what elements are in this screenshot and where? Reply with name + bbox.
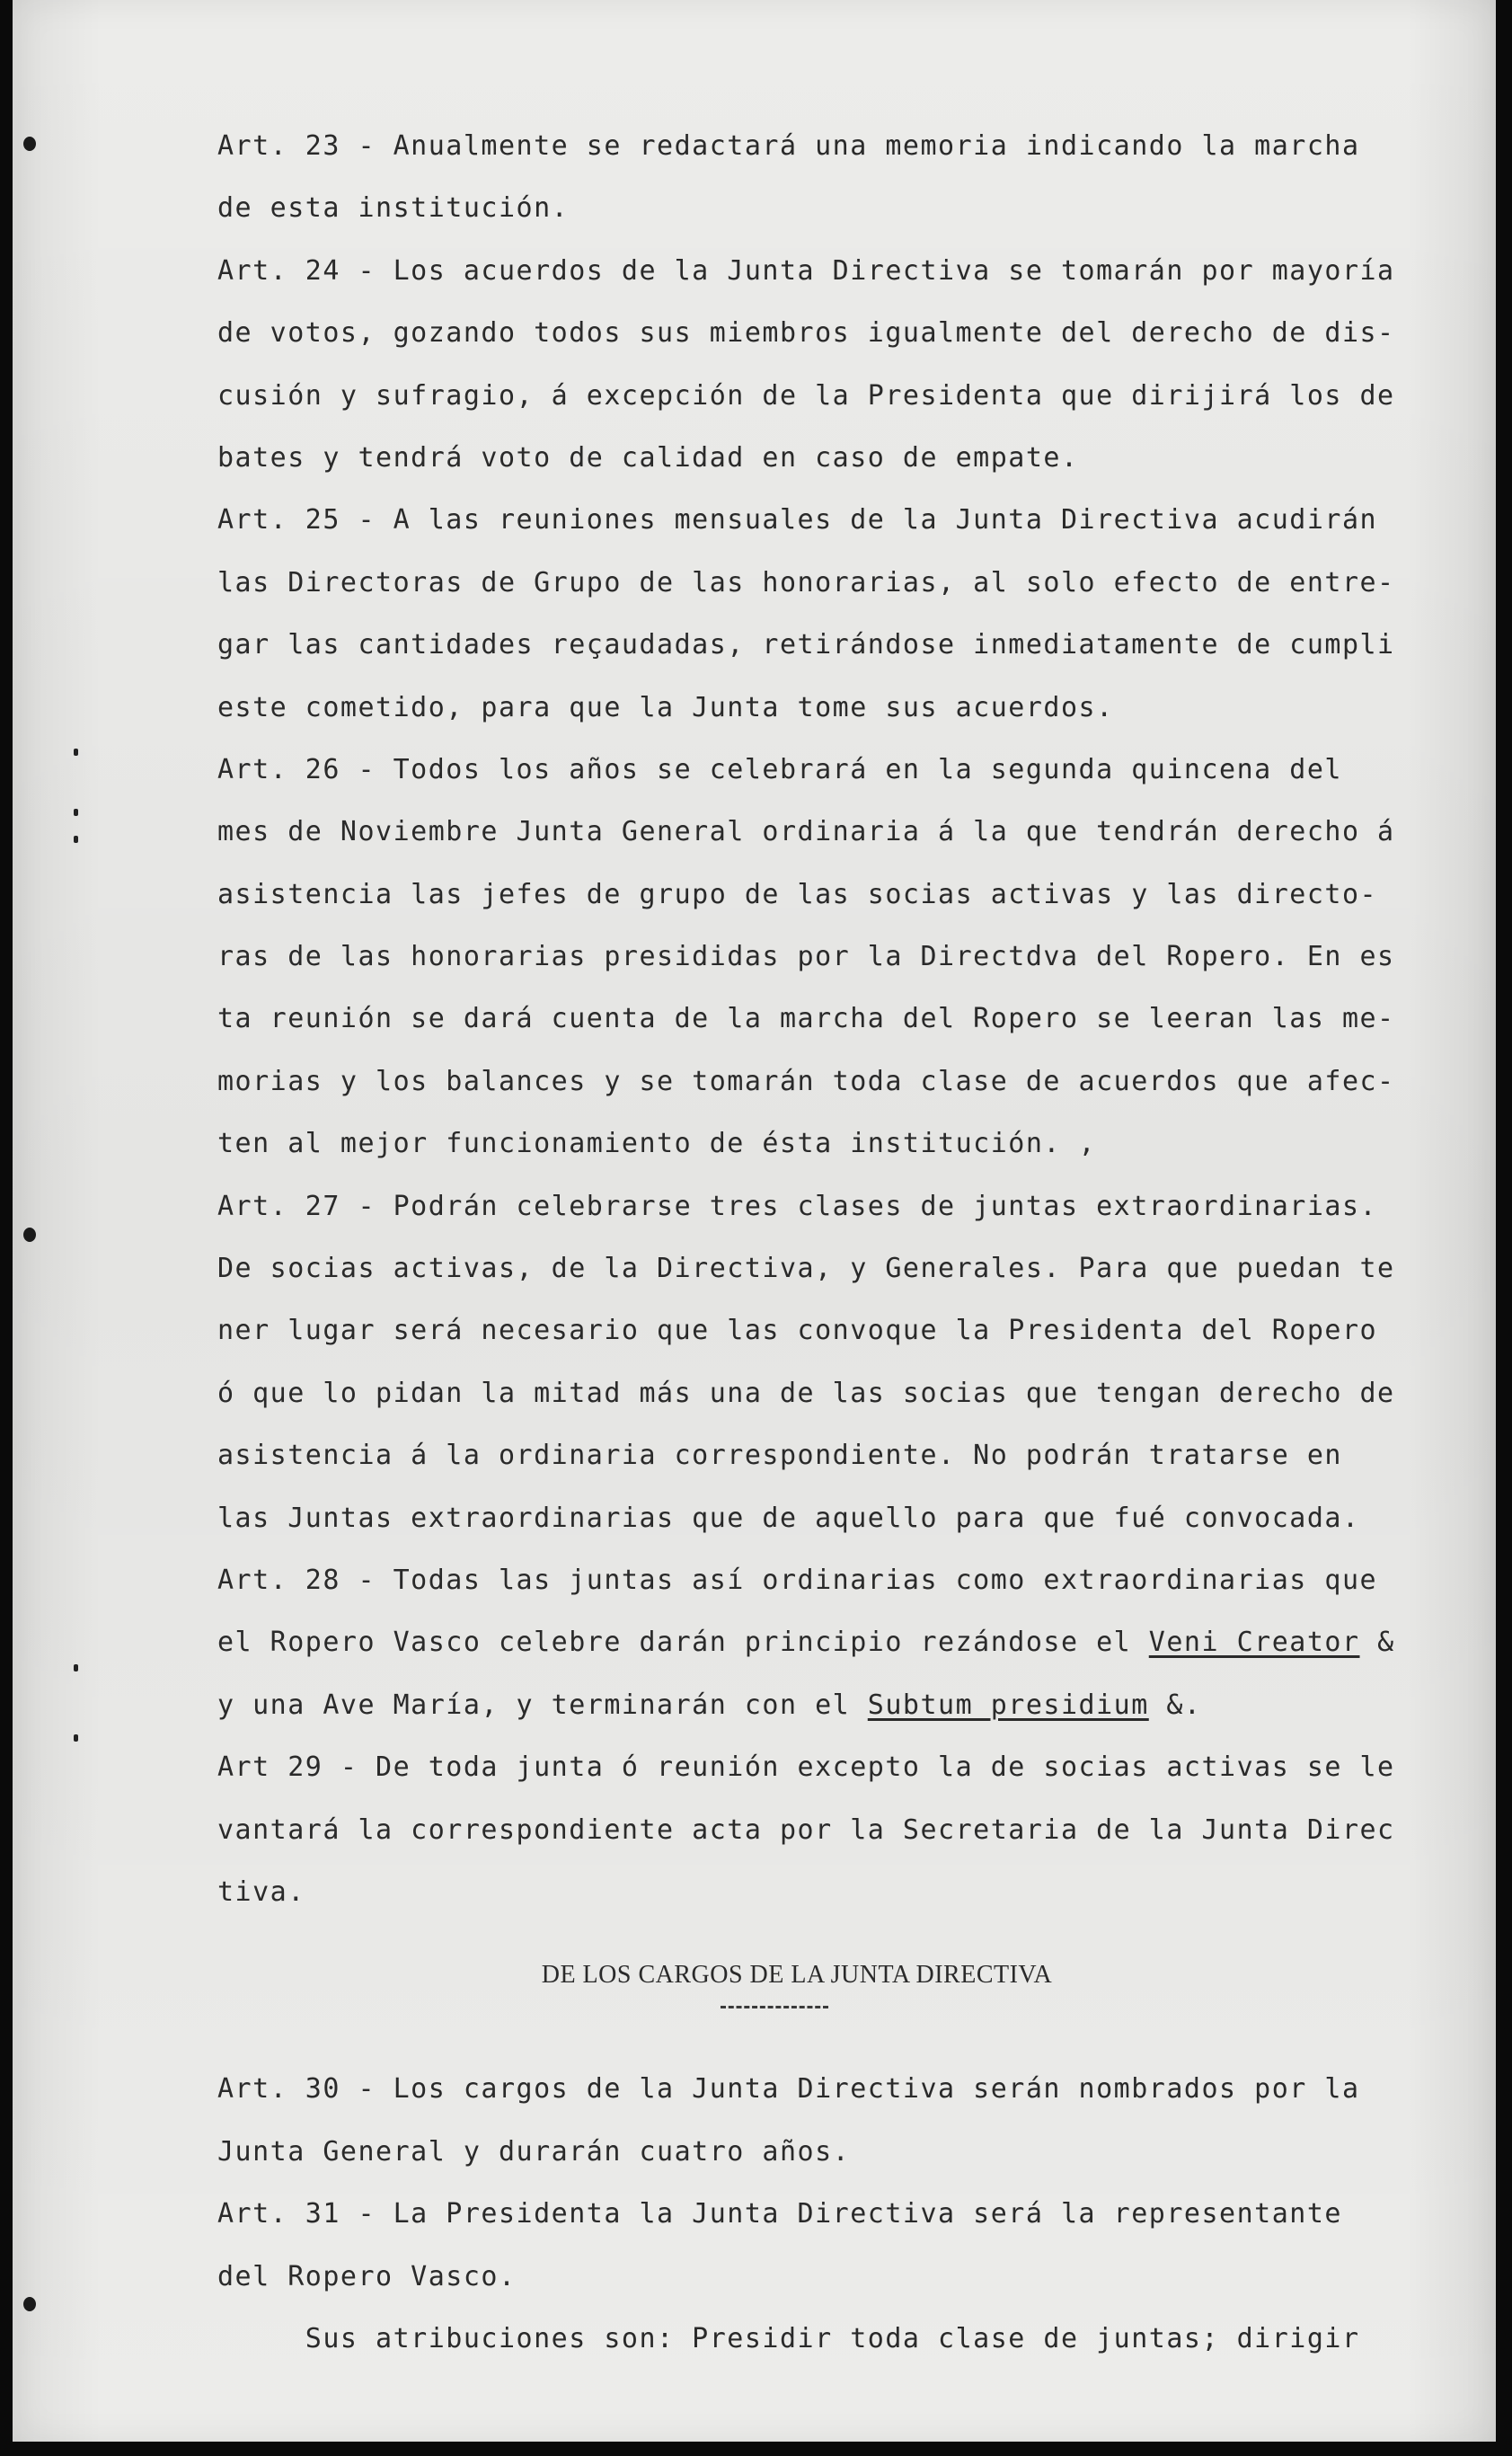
text-line: el Ropero Vasco celebre darán principio rezándose el Veni Creator &: [217, 1627, 1395, 1659]
punch-hole-top: [23, 137, 36, 151]
margin-mark: [74, 836, 78, 843]
text-line: Art. 28 - Todas las juntas así ordinarias como extraordinarias que: [217, 1564, 1378, 1596]
text-line: de votos, gozando todos sus miembros igualmente del derecho de dis-: [217, 317, 1395, 350]
text-line: Art. 30 - Los cargos de la Junta Directiva serán nombrados por la: [217, 2073, 1360, 2106]
text-line: De socias activas, de la Directiva, y Generales. Para que puedan te: [217, 1253, 1395, 1285]
text-line: Sus atribuciones son: Presidir toda clase de juntas; dirigir: [217, 2322, 1360, 2354]
underlined-phrase: Veni Creator: [1148, 1627, 1360, 1659]
document-page: [13, 0, 1497, 2443]
punch-hole-middle: [23, 1228, 36, 1242]
articles-23-to-28: [217, 115, 1484, 1611]
text-line: asistencia á la ordinaria correspondiente. No podrán tratarse en: [217, 1440, 1342, 1472]
text-line: Art. 31 - La Presidenta la Junta Directiva será la representante: [217, 2198, 1342, 2230]
document-body: [217, 115, 1484, 2370]
margin-mark: [74, 749, 78, 756]
margin-mark: [74, 1734, 78, 1742]
text-line: Art 29 - De toda junta ó reunión excepto la de socias activas se le: [217, 1751, 1395, 1784]
punch-hole-bottom: [23, 2297, 36, 2311]
underlined-phrase: Subtum presidium: [867, 1689, 1149, 1721]
text-line: bates y tendrá voto de calidad en caso de empate.: [217, 441, 1079, 474]
text-line: Art. 27 - Podrán celebrarse tres clases de juntas extraordinarias.: [217, 1190, 1378, 1222]
text-line: morias y los balances y se tomarán toda clase de acuerdos que afec-: [217, 1065, 1395, 1097]
text-line: asistencia las jefes de grupo de las socias activas y las directo-: [217, 878, 1378, 910]
text-line: ras de las honorarias presididas por la Directdva del Ropero. En es: [217, 941, 1395, 973]
text-line: del Ropero Vasco.: [217, 2260, 517, 2292]
text-line: Junta General y durarán cuatro años.: [217, 2135, 851, 2168]
text-line: Art. 23 - Anualmente se redactará una memoria indicando la marcha: [217, 130, 1360, 162]
text-line: ó que lo pidan la mitad más una de las socias que tengan derecho de: [217, 1377, 1395, 1409]
scan-border-right: [1496, 0, 1512, 2456]
text-line: gar las cantidades reçaudadas, retirándose inmediatamente de cumpli: [217, 629, 1395, 661]
text-line: mes de Noviembre Junta General ordinaria á la que tendrán derecho á: [217, 816, 1395, 848]
text-line: vantará la correspondiente acta por la Secretaria de la Junta Direc: [217, 1813, 1395, 1846]
articles-30-31: [217, 2058, 1484, 2370]
text-line: de esta institución.: [217, 192, 570, 225]
text-line: cusión y sufragio, á excepción de la Presidenta que dirijirá los de: [217, 379, 1395, 412]
text-line: ner lugar será necesario que las convoque la Presidenta del Ropero: [217, 1315, 1378, 1347]
article-29: [217, 1736, 1484, 1923]
text-line: ten al mejor funcionamiento de ésta institución. ,: [217, 1128, 1097, 1160]
scan-border-bottom: [0, 2442, 1512, 2456]
text-line: tiva.: [217, 1875, 305, 1908]
section-heading-block: [217, 1923, 1484, 2058]
text-line: las Directoras de Grupo de las honorarias, al solo efecto de entre-: [217, 566, 1395, 598]
section-heading: DE LOS CARGOS DE LA JUNTA DIRECTIVA: [541, 1961, 1053, 1990]
margin-mark: [74, 1664, 78, 1671]
text-line: ta reunión se dará cuenta de la marcha del Ropero se leeran las me-: [217, 1003, 1395, 1035]
text-line: Art. 24 - Los acuerdos de la Junta Directiva se tomarán por mayoría: [217, 254, 1395, 287]
text-line: este cometido, para que la Junta tome sus acuerdos.: [217, 691, 1114, 723]
heading-underline: [721, 2006, 828, 2008]
text-line: las Juntas extraordinarias que de aquello para que fué convocada.: [217, 1502, 1360, 1534]
text-line: Art. 25 - A las reuniones mensuales de la Junta Directiva acudirán: [217, 504, 1378, 536]
text-line: Art. 26 - Todos los años se celebrará en la segunda quincena del: [217, 753, 1342, 785]
text-line: y una Ave María, y terminarán con el Subtum presidium &.: [217, 1689, 1202, 1721]
margin-mark: [74, 809, 78, 816]
